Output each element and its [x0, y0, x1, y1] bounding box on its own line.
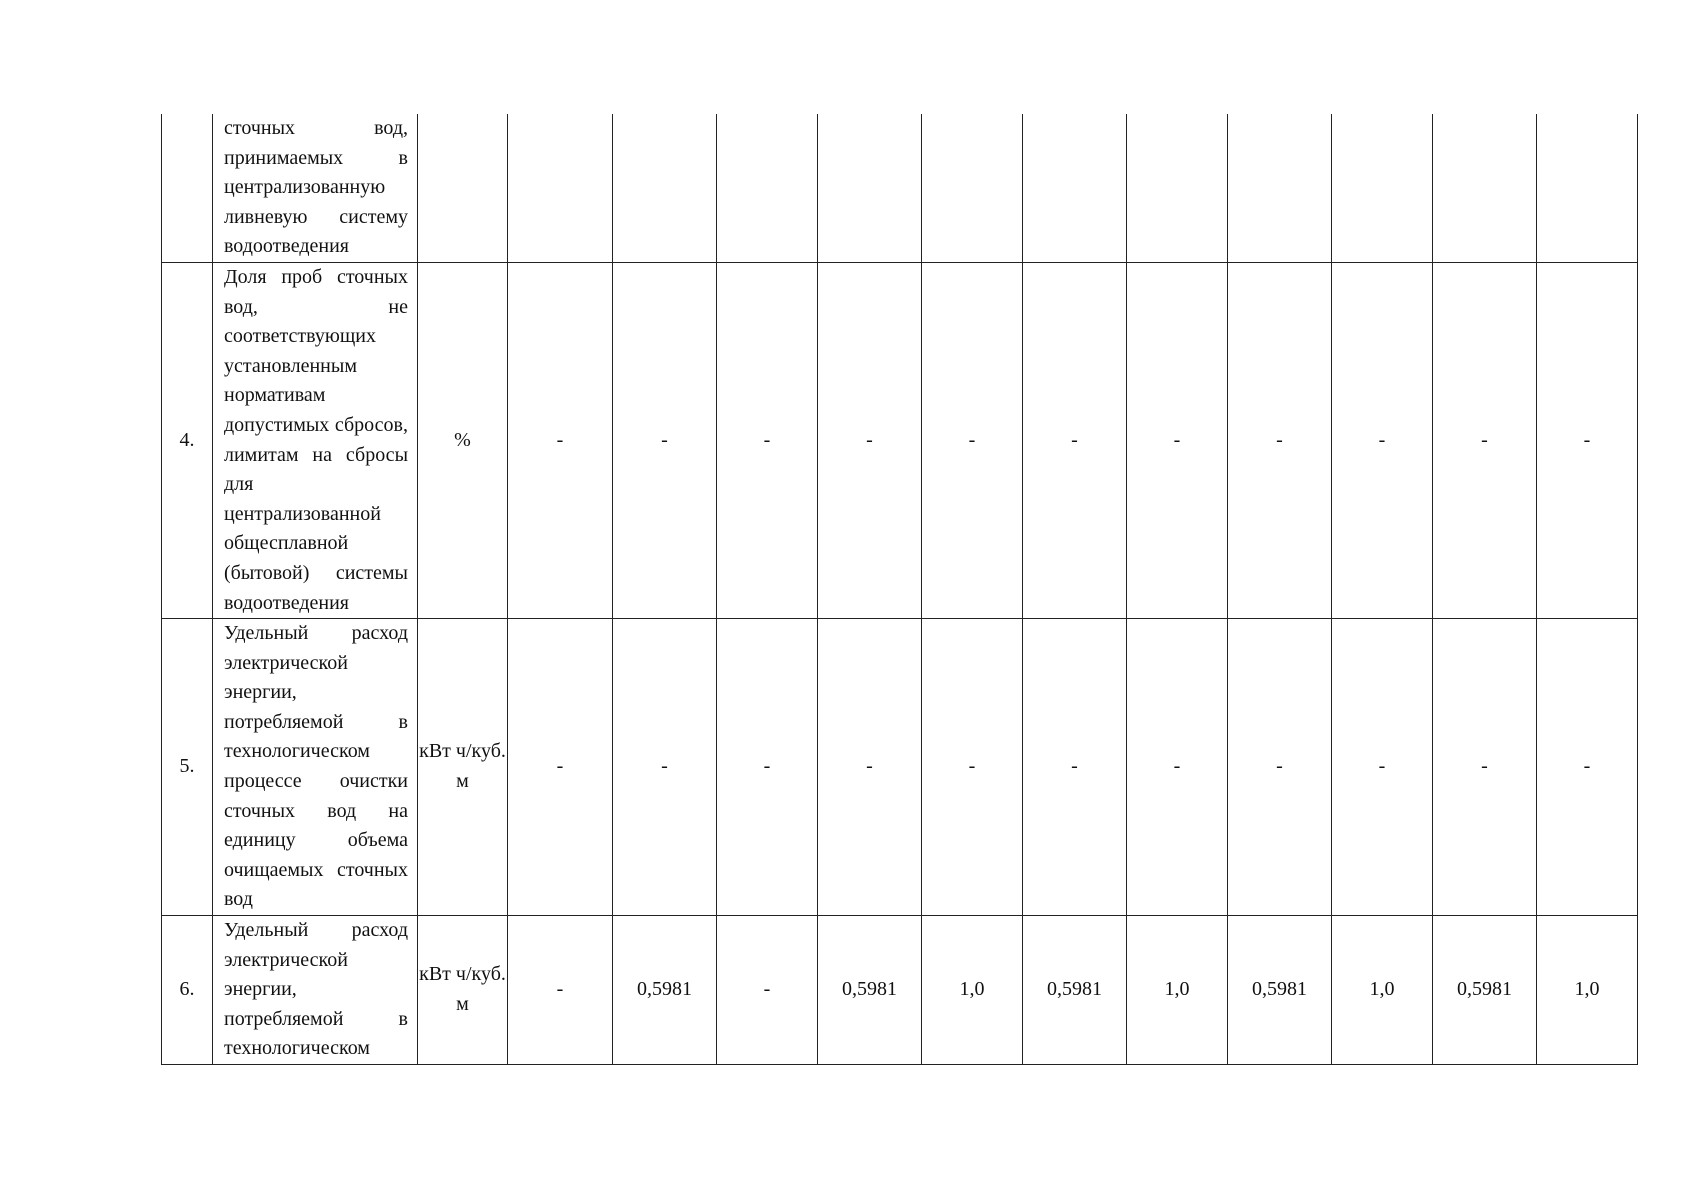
value-cell	[1332, 114, 1433, 262]
value-cell: 0,5981	[1023, 916, 1127, 1065]
value-cell: -	[1023, 262, 1127, 618]
value-cell: -	[1537, 262, 1638, 618]
value-cell: 0,5981	[1228, 916, 1332, 1065]
value-cell: -	[922, 262, 1023, 618]
value-cell: -	[613, 262, 717, 618]
value-cell: -	[717, 619, 818, 916]
value-cell: 1,0	[922, 916, 1023, 1065]
row-number	[162, 114, 213, 262]
value-cell	[717, 114, 818, 262]
value-cell	[818, 114, 922, 262]
table-row	[162, 114, 1638, 262]
table-row	[162, 619, 1638, 916]
value-cell	[1023, 114, 1127, 262]
value-cell: 0,5981	[818, 916, 922, 1065]
value-cell: -	[1228, 262, 1332, 618]
value-cell: 0,5981	[1433, 916, 1537, 1065]
indicator-name: Удельный расход электрической энергии, потребляемой в технологическом процессе очистки сточных вод на единицу объема очищаемых сточных вод	[213, 619, 418, 916]
value-cell: -	[1433, 262, 1537, 618]
unit-of-measure: кВт ч/куб. м	[418, 619, 508, 916]
indicator-name: сточных вод, принимаемых в централизованную ливневую систему водоотведения	[213, 114, 418, 262]
indicator-name: Доля проб сточных вод, не соответствующих установленным нормативам допустимых сбросов, лимитам на сбросы для централизованной общесплавной (бытовой) системы водоотведения	[213, 262, 418, 618]
value-cell: -	[1433, 619, 1537, 916]
indicator-name: Удельный расход электрической энергии, потребляемой в технологическом	[213, 916, 418, 1065]
value-cell: -	[508, 619, 613, 916]
value-cell: -	[508, 916, 613, 1065]
value-cell	[1433, 114, 1537, 262]
value-cell: 0,5981	[613, 916, 717, 1065]
value-cell: -	[1127, 262, 1228, 618]
value-cell: -	[1023, 619, 1127, 916]
value-cell	[1127, 114, 1228, 262]
value-cell	[508, 114, 613, 262]
unit-of-measure: %	[418, 262, 508, 618]
value-cell	[613, 114, 717, 262]
row-number: 5.	[162, 619, 213, 916]
value-cell: 1,0	[1537, 916, 1638, 1065]
value-cell: -	[717, 262, 818, 618]
value-cell: -	[818, 619, 922, 916]
indicators-table	[161, 114, 1638, 1065]
row-number: 6.	[162, 916, 213, 1065]
value-cell: -	[508, 262, 613, 618]
value-cell: -	[613, 619, 717, 916]
value-cell: -	[717, 916, 818, 1065]
value-cell: 1,0	[1332, 916, 1433, 1065]
value-cell: -	[1537, 619, 1638, 916]
value-cell	[1228, 114, 1332, 262]
value-cell: -	[1228, 619, 1332, 916]
table-row	[162, 262, 1638, 618]
value-cell	[1537, 114, 1638, 262]
table-row	[162, 916, 1638, 1065]
value-cell: 1,0	[1127, 916, 1228, 1065]
unit-of-measure: кВт ч/куб. м	[418, 916, 508, 1065]
unit-of-measure	[418, 114, 508, 262]
value-cell: -	[1332, 619, 1433, 916]
value-cell: -	[1332, 262, 1433, 618]
value-cell: -	[1127, 619, 1228, 916]
value-cell: -	[922, 619, 1023, 916]
value-cell: -	[818, 262, 922, 618]
value-cell	[922, 114, 1023, 262]
row-number: 4.	[162, 262, 213, 618]
